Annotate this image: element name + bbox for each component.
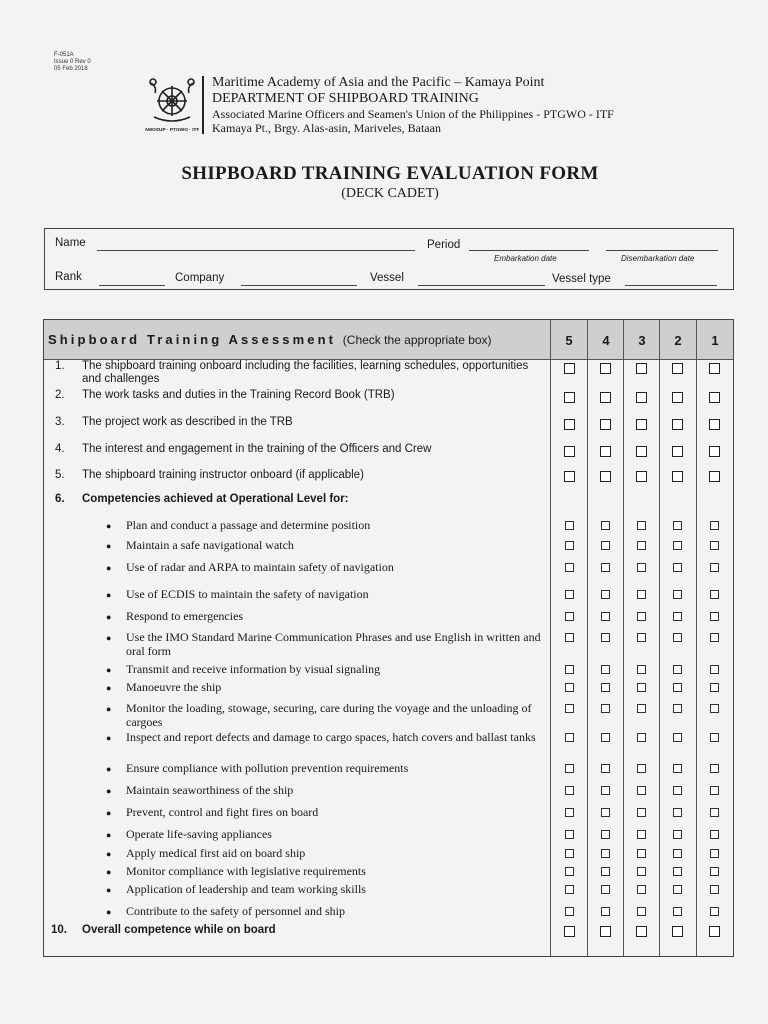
academy-logo-icon xyxy=(145,77,199,133)
rating-checkbox-1[interactable] xyxy=(710,885,719,894)
rating-checkbox-4[interactable] xyxy=(601,867,610,876)
bullet: ● xyxy=(106,704,112,714)
rating-checkbox-2[interactable] xyxy=(673,590,682,599)
rating-checkbox-1[interactable] xyxy=(710,733,719,742)
rating-checkbox-4[interactable] xyxy=(600,392,611,403)
rating-checkbox-5[interactable] xyxy=(565,733,574,742)
issue-revision: Issue 0 Rev 0 xyxy=(54,59,91,65)
bullet: ● xyxy=(106,733,112,743)
rating-checkbox-4[interactable] xyxy=(601,590,610,599)
item-number: 5. xyxy=(55,469,65,481)
rating-checkbox-1[interactable] xyxy=(710,590,719,599)
scale-5: 5 xyxy=(565,333,573,348)
rating-checkbox-5[interactable] xyxy=(565,590,574,599)
rating-checkbox-2[interactable] xyxy=(673,849,682,858)
competency-text: Application of leadership and team working skills xyxy=(126,882,366,896)
rating-checkbox-3[interactable] xyxy=(637,704,646,713)
rating-checkbox-5[interactable] xyxy=(565,563,574,572)
rating-checkbox-5[interactable] xyxy=(565,704,574,713)
vessel-type-label: Vessel type xyxy=(552,273,611,285)
bullet: ● xyxy=(106,885,112,895)
rating-checkbox-3[interactable] xyxy=(637,849,646,858)
rating-checkbox-5[interactable] xyxy=(565,786,574,795)
column-divider xyxy=(659,320,660,956)
rating-checkbox-3[interactable] xyxy=(636,363,647,374)
item-number: 3. xyxy=(55,416,65,428)
rating-checkbox-3[interactable] xyxy=(637,541,646,550)
competency-text: Plan and conduct a passage and determine position xyxy=(126,518,371,532)
bullet: ● xyxy=(106,786,112,796)
rating-checkbox-5[interactable] xyxy=(565,830,574,839)
embarkation-caption: Embarkation date xyxy=(494,254,557,263)
bullet: ● xyxy=(106,764,112,774)
rating-checkbox-1[interactable] xyxy=(710,764,719,773)
bullet: ● xyxy=(106,590,112,600)
assessment-instruction: (Check the appropriate box) xyxy=(342,333,492,347)
department-name: DEPARTMENT OF SHIPBOARD TRAINING xyxy=(212,91,479,106)
rating-checkbox-2[interactable] xyxy=(673,612,682,621)
rating-checkbox-2[interactable] xyxy=(673,907,682,916)
section-heading: Competencies achieved at Operational Level for: xyxy=(82,493,349,505)
rating-checkbox-2[interactable] xyxy=(673,808,682,817)
rating-checkbox-4[interactable] xyxy=(600,446,611,457)
rating-checkbox-4[interactable] xyxy=(600,419,611,430)
rating-checkbox-5[interactable] xyxy=(565,541,574,550)
scale-2: 2 xyxy=(674,333,682,348)
rating-checkbox-1[interactable] xyxy=(710,808,719,817)
item-number: 2. xyxy=(55,389,65,401)
issue-date: 05 Feb 2018 xyxy=(54,66,88,72)
rating-checkbox-4[interactable] xyxy=(601,683,610,692)
column-divider xyxy=(696,320,697,956)
rating-checkbox-1[interactable] xyxy=(710,830,719,839)
competency-text: Prevent, control and fight fires on board xyxy=(126,805,319,819)
rating-checkbox-1[interactable] xyxy=(709,419,720,430)
rating-checkbox-4[interactable] xyxy=(601,808,610,817)
bullet: ● xyxy=(106,563,112,573)
rating-checkbox-3[interactable] xyxy=(637,665,646,674)
competency-text: Use of ECDIS to maintain the safety of navigation xyxy=(126,587,369,601)
rating-checkbox-4[interactable] xyxy=(600,926,611,937)
section-number: 10. xyxy=(51,924,67,936)
scale-1: 1 xyxy=(711,333,719,348)
rating-checkbox-3[interactable] xyxy=(636,419,647,430)
rating-checkbox-3[interactable] xyxy=(637,590,646,599)
bullet: ● xyxy=(106,808,112,818)
assessment-heading xyxy=(48,332,492,347)
section-heading: Overall competence while on board xyxy=(82,924,276,936)
rating-checkbox-3[interactable] xyxy=(636,471,647,482)
column-divider xyxy=(587,320,588,956)
bullet: ● xyxy=(106,907,112,917)
rating-checkbox-5[interactable] xyxy=(564,392,575,403)
company-field[interactable] xyxy=(241,285,357,286)
rating-checkbox-5[interactable] xyxy=(565,885,574,894)
rating-checkbox-5[interactable] xyxy=(565,521,574,530)
item-number: 4. xyxy=(55,443,65,455)
rating-checkbox-2[interactable] xyxy=(672,926,683,937)
rating-checkbox-2[interactable] xyxy=(673,885,682,894)
rating-checkbox-4[interactable] xyxy=(601,764,610,773)
rating-checkbox-2[interactable] xyxy=(673,683,682,692)
item-text: The shipboard training instructor onboard (if applicable) xyxy=(82,469,364,481)
bullet: ● xyxy=(106,849,112,859)
section-number: 6. xyxy=(55,493,65,505)
item-text: The shipboard training onboard including the facilities, learning schedules, opportunities and challenges xyxy=(82,360,529,385)
rating-checkbox-3[interactable] xyxy=(637,563,646,572)
competency-text: Apply medical first aid on board ship xyxy=(126,846,306,860)
rating-checkbox-3[interactable] xyxy=(637,786,646,795)
bullet: ● xyxy=(106,633,112,643)
rating-checkbox-3[interactable] xyxy=(637,885,646,894)
rating-checkbox-3[interactable] xyxy=(637,764,646,773)
disembarkation-caption: Disembarkation date xyxy=(621,254,695,263)
scale-4: 4 xyxy=(602,333,610,348)
rating-checkbox-2[interactable] xyxy=(673,521,682,530)
rating-checkbox-3[interactable] xyxy=(637,521,646,530)
rating-checkbox-3[interactable] xyxy=(636,926,647,937)
address: Kamaya Pt., Brgy. Alas-asin, Mariveles, Bataan xyxy=(212,121,441,135)
bullet: ● xyxy=(106,830,112,840)
logo-caption: AMOSUP · PTGWO · ITF xyxy=(145,128,199,133)
rating-checkbox-3[interactable] xyxy=(636,446,647,457)
disembarkation-date-field[interactable] xyxy=(606,250,718,251)
rank-field[interactable] xyxy=(99,285,165,286)
competency-text: Operate life-saving appliances xyxy=(126,827,272,841)
rating-checkbox-5[interactable] xyxy=(564,363,575,374)
rating-checkbox-5[interactable] xyxy=(565,849,574,858)
rank-label: Rank xyxy=(55,271,82,283)
rating-checkbox-4[interactable] xyxy=(601,733,610,742)
competency-text: Respond to emergencies xyxy=(126,609,244,623)
rating-checkbox-5[interactable] xyxy=(565,665,574,674)
rating-checkbox-2[interactable] xyxy=(672,392,683,403)
rating-checkbox-4[interactable] xyxy=(601,907,610,916)
item-number: 1. xyxy=(55,360,65,372)
period-label: Period xyxy=(427,239,461,251)
rating-checkbox-2[interactable] xyxy=(673,764,682,773)
rating-checkbox-3[interactable] xyxy=(637,830,646,839)
rating-checkbox-3[interactable] xyxy=(636,392,647,403)
item-text: The work tasks and duties in the Training Record Book (TRB) xyxy=(82,389,395,401)
rating-checkbox-4[interactable] xyxy=(601,885,610,894)
rating-checkbox-1[interactable] xyxy=(710,521,719,530)
rating-checkbox-1[interactable] xyxy=(710,683,719,692)
academy-name: Maritime Academy of Asia and the Pacific – Kamaya Point xyxy=(212,75,545,90)
competency-text: Monitor the loading, stowage, securing, care during the voyage and the unloading of cargoes xyxy=(126,701,532,729)
rating-checkbox-4[interactable] xyxy=(601,830,610,839)
rating-checkbox-4[interactable] xyxy=(601,786,610,795)
column-divider xyxy=(550,320,551,956)
rating-checkbox-3[interactable] xyxy=(637,867,646,876)
name-label: Name xyxy=(55,237,86,249)
competency-text: Maintain seaworthiness of the ship xyxy=(126,783,294,797)
assessment-title: Shipboard Training Assessment xyxy=(48,332,337,347)
rating-checkbox-5[interactable] xyxy=(564,419,575,430)
rating-checkbox-2[interactable] xyxy=(672,419,683,430)
bullet: ● xyxy=(106,665,112,675)
item-text: The interest and engagement in the training of the Officers and Crew xyxy=(82,443,432,455)
rating-checkbox-1[interactable] xyxy=(710,786,719,795)
rating-checkbox-5[interactable] xyxy=(565,808,574,817)
rating-checkbox-2[interactable] xyxy=(673,786,682,795)
bullet: ● xyxy=(106,521,112,531)
rating-checkbox-2[interactable] xyxy=(672,363,683,374)
header-divider xyxy=(202,76,204,134)
rating-checkbox-4[interactable] xyxy=(600,471,611,482)
rating-checkbox-1[interactable] xyxy=(710,907,719,916)
rating-checkbox-1[interactable] xyxy=(709,392,720,403)
rating-checkbox-5[interactable] xyxy=(565,683,574,692)
bullet: ● xyxy=(106,612,112,622)
competency-text: Ensure compliance with pollution prevention requirements xyxy=(126,761,409,775)
rating-checkbox-2[interactable] xyxy=(673,541,682,550)
rating-checkbox-5[interactable] xyxy=(565,612,574,621)
rating-checkbox-4[interactable] xyxy=(601,563,610,572)
rating-checkbox-2[interactable] xyxy=(673,704,682,713)
competency-text: Inspect and report defects and damage to cargo spaces, hatch covers and ballast tanks xyxy=(126,730,536,744)
vessel-label: Vessel xyxy=(370,272,404,284)
rating-checkbox-2[interactable] xyxy=(673,633,682,642)
rating-checkbox-1[interactable] xyxy=(709,471,720,482)
rating-checkbox-4[interactable] xyxy=(601,521,610,530)
rating-checkbox-5[interactable] xyxy=(564,471,575,482)
bullet: ● xyxy=(106,683,112,693)
vessel-field[interactable] xyxy=(418,285,545,286)
rating-checkbox-4[interactable] xyxy=(601,704,610,713)
rating-checkbox-2[interactable] xyxy=(673,867,682,876)
document-info xyxy=(54,52,91,73)
rating-checkbox-1[interactable] xyxy=(709,446,720,457)
company-label: Company xyxy=(175,272,225,284)
rating-checkbox-3[interactable] xyxy=(637,733,646,742)
rating-checkbox-2[interactable] xyxy=(673,665,682,674)
rating-checkbox-2[interactable] xyxy=(673,733,682,742)
rating-checkbox-1[interactable] xyxy=(709,363,720,374)
form-subtitle: (DECK CADET) xyxy=(341,186,439,201)
rating-checkbox-1[interactable] xyxy=(710,665,719,674)
rating-checkbox-1[interactable] xyxy=(710,563,719,572)
letterhead xyxy=(212,75,614,135)
form-code: F-051A xyxy=(54,52,74,58)
rating-checkbox-2[interactable] xyxy=(673,830,682,839)
rating-checkbox-1[interactable] xyxy=(710,704,719,713)
competency-text: Use of radar and ARPA to maintain safety of navigation xyxy=(126,560,394,574)
scale-3: 3 xyxy=(638,333,646,348)
rating-checkbox-4[interactable] xyxy=(601,849,610,858)
rating-checkbox-4[interactable] xyxy=(601,541,610,550)
bullet: ● xyxy=(106,541,112,551)
rating-checkbox-5[interactable] xyxy=(564,926,575,937)
competency-text: Manoeuvre the ship xyxy=(126,680,222,694)
rating-checkbox-2[interactable] xyxy=(672,471,683,482)
competency-text: Use the IMO Standard Marine Communication Phrases and use English in written and oral form xyxy=(126,630,541,658)
rating-checkbox-5[interactable] xyxy=(565,633,574,642)
vessel-type-field[interactable] xyxy=(625,285,717,286)
rating-checkbox-1[interactable] xyxy=(710,867,719,876)
rating-checkbox-1[interactable] xyxy=(710,541,719,550)
column-divider xyxy=(623,320,624,956)
rating-checkbox-3[interactable] xyxy=(637,907,646,916)
rating-checkbox-5[interactable] xyxy=(565,764,574,773)
rating-checkbox-4[interactable] xyxy=(601,633,610,642)
embarkation-date-field[interactable] xyxy=(469,250,589,251)
competency-text: Transmit and receive information by visual signaling xyxy=(126,662,381,676)
rating-checkbox-1[interactable] xyxy=(709,926,720,937)
name-field[interactable] xyxy=(97,250,415,251)
rating-checkbox-3[interactable] xyxy=(637,808,646,817)
rating-checkbox-4[interactable] xyxy=(601,665,610,674)
bullet: ● xyxy=(106,867,112,877)
rating-checkbox-5[interactable] xyxy=(565,907,574,916)
rating-checkbox-3[interactable] xyxy=(637,612,646,621)
competency-text: Monitor compliance with legislative requirements xyxy=(126,864,366,878)
rating-checkbox-5[interactable] xyxy=(564,446,575,457)
item-text: The project work as described in the TRB xyxy=(82,416,293,428)
rating-checkbox-3[interactable] xyxy=(637,633,646,642)
form-title: SHIPBOARD TRAINING EVALUATION FORM xyxy=(181,163,599,184)
rating-checkbox-4[interactable] xyxy=(601,612,610,621)
union-name: Associated Marine Officers and Seamen's Union of the Philippines - PTGWO - ITF xyxy=(212,107,614,121)
rating-checkbox-3[interactable] xyxy=(637,683,646,692)
rating-checkbox-1[interactable] xyxy=(710,633,719,642)
rating-checkbox-1[interactable] xyxy=(710,849,719,858)
competency-text: Contribute to the safety of personnel and ship xyxy=(126,904,345,918)
rating-checkbox-2[interactable] xyxy=(673,563,682,572)
rating-checkbox-1[interactable] xyxy=(710,612,719,621)
competency-text: Maintain a safe navigational watch xyxy=(126,538,294,552)
rating-checkbox-2[interactable] xyxy=(672,446,683,457)
rating-checkbox-4[interactable] xyxy=(600,363,611,374)
rating-checkbox-5[interactable] xyxy=(565,867,574,876)
